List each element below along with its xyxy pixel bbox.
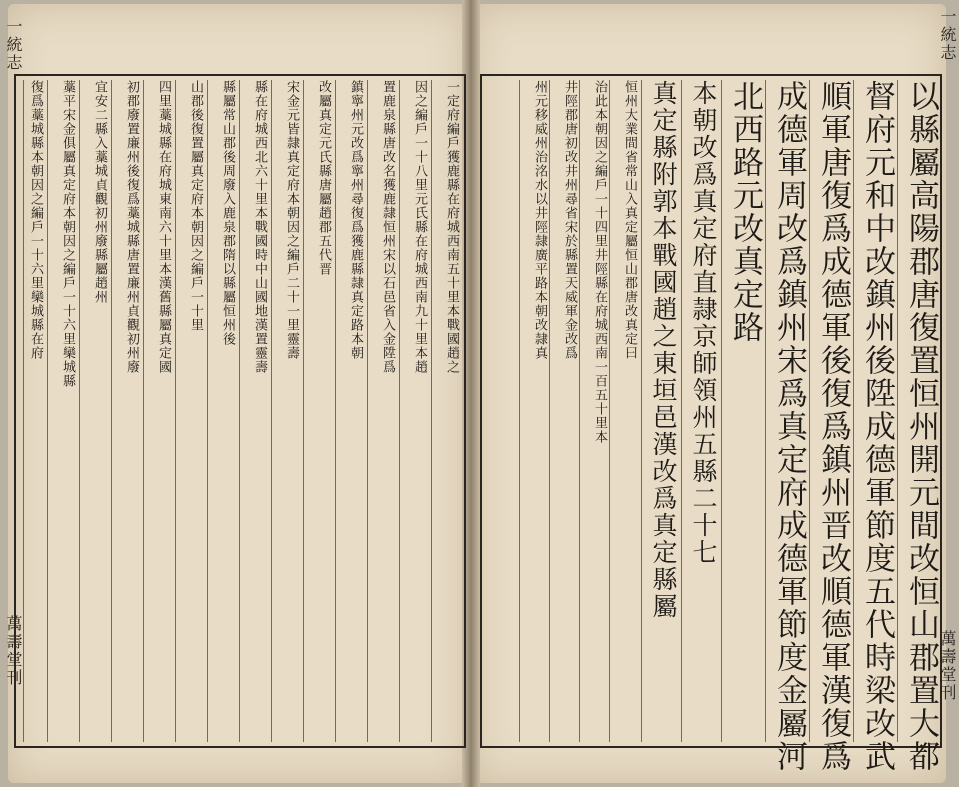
right-column-11: 州元移威州治洺水以井陘隷廣平路本朝改隷真 xyxy=(519,80,546,742)
right-footer: 萬壽堂刊 xyxy=(938,630,957,702)
right-column-1: 以縣屬高陽郡唐復置恒州開元間改恒山郡置大都 xyxy=(897,80,936,742)
left-column-2: 因之編戶一十八里元氏縣在府城西南九十里本趙 xyxy=(399,80,426,742)
right-column-2: 督府元和中改鎮州後陞成德軍節度五代時梁改武 xyxy=(853,80,892,742)
left-column-12: 宜安二縣入藁城貞觀初州廢縣屬趙州 xyxy=(79,80,106,742)
left-column-9: 山郡後復置屬真定府本朝因之編戶一十里 xyxy=(175,80,202,742)
left-column-3: 置鹿泉縣唐改名獲鹿隷恒州宋以石邑省入金陞爲 xyxy=(367,80,394,742)
left-column-5: 改屬真定元氏縣唐屬趙郡五代晋 xyxy=(303,80,330,742)
left-column-7: 縣在府城西北六十里本戰國時中山國地漢置靈壽 xyxy=(239,80,266,742)
left-column-10: 四里藁城縣在府城東南六十里本漢舊縣屬真定國 xyxy=(143,80,170,742)
left-header: 一統志 xyxy=(4,18,23,72)
right-column-7: 真定縣附郭本戰國趙之東垣邑漢改爲真定縣屬 xyxy=(641,80,676,742)
left-column-13: 藁平宋金俱屬真定府本朝因之編戶一十六里欒城縣 xyxy=(47,80,74,742)
left-text-frame xyxy=(14,74,466,748)
left-footer: 萬壽堂刊 xyxy=(4,615,23,687)
right-text-frame xyxy=(480,74,942,773)
right-header: 一統志 xyxy=(938,8,957,62)
left-column-8: 縣屬常山郡後周廢入鹿泉郡隋以縣屬恒州後 xyxy=(207,80,234,742)
right-column-3: 順軍唐復爲成德軍後復爲鎮州晋改順德軍漢復爲 xyxy=(809,80,848,742)
right-column-5: 北西路元改真定路 xyxy=(721,80,760,742)
right-column-8: 恒州大業間省常山入真定屬恒山郡唐改真定曰 xyxy=(609,80,636,742)
right-column-10: 井陘郡唐初改井州尋省宋於縣置天威軍金改爲 xyxy=(549,80,576,742)
left-column-1: 一定府編戶獲鹿縣在府城西南五十里本戰國趙之 xyxy=(431,80,458,742)
right-column-9: 治此本朝因之編戶一十四里井陘縣在府城西南一百五十里本 xyxy=(579,80,606,742)
left-column-14: 復爲藁城縣本朝因之編戶一十六里欒城縣在府 xyxy=(23,80,42,742)
left-column-4: 鎮寧州元改爲寧州尋復爲獲鹿縣隷真定路本朝 xyxy=(335,80,362,742)
left-column-6: 宋金元皆隷真定府本朝因之編戶二十一里靈壽 xyxy=(271,80,298,742)
right-column-6: 本朝改爲真定府直隷京師領州五縣二十七 xyxy=(681,80,716,742)
left-column-11: 初郡廢置廉州後復爲藁城縣唐置廉州貞觀初州廢 xyxy=(111,80,138,742)
right-column-4: 成德軍周改爲鎮州宋爲真定府成德軍節度金屬河 xyxy=(765,80,804,742)
